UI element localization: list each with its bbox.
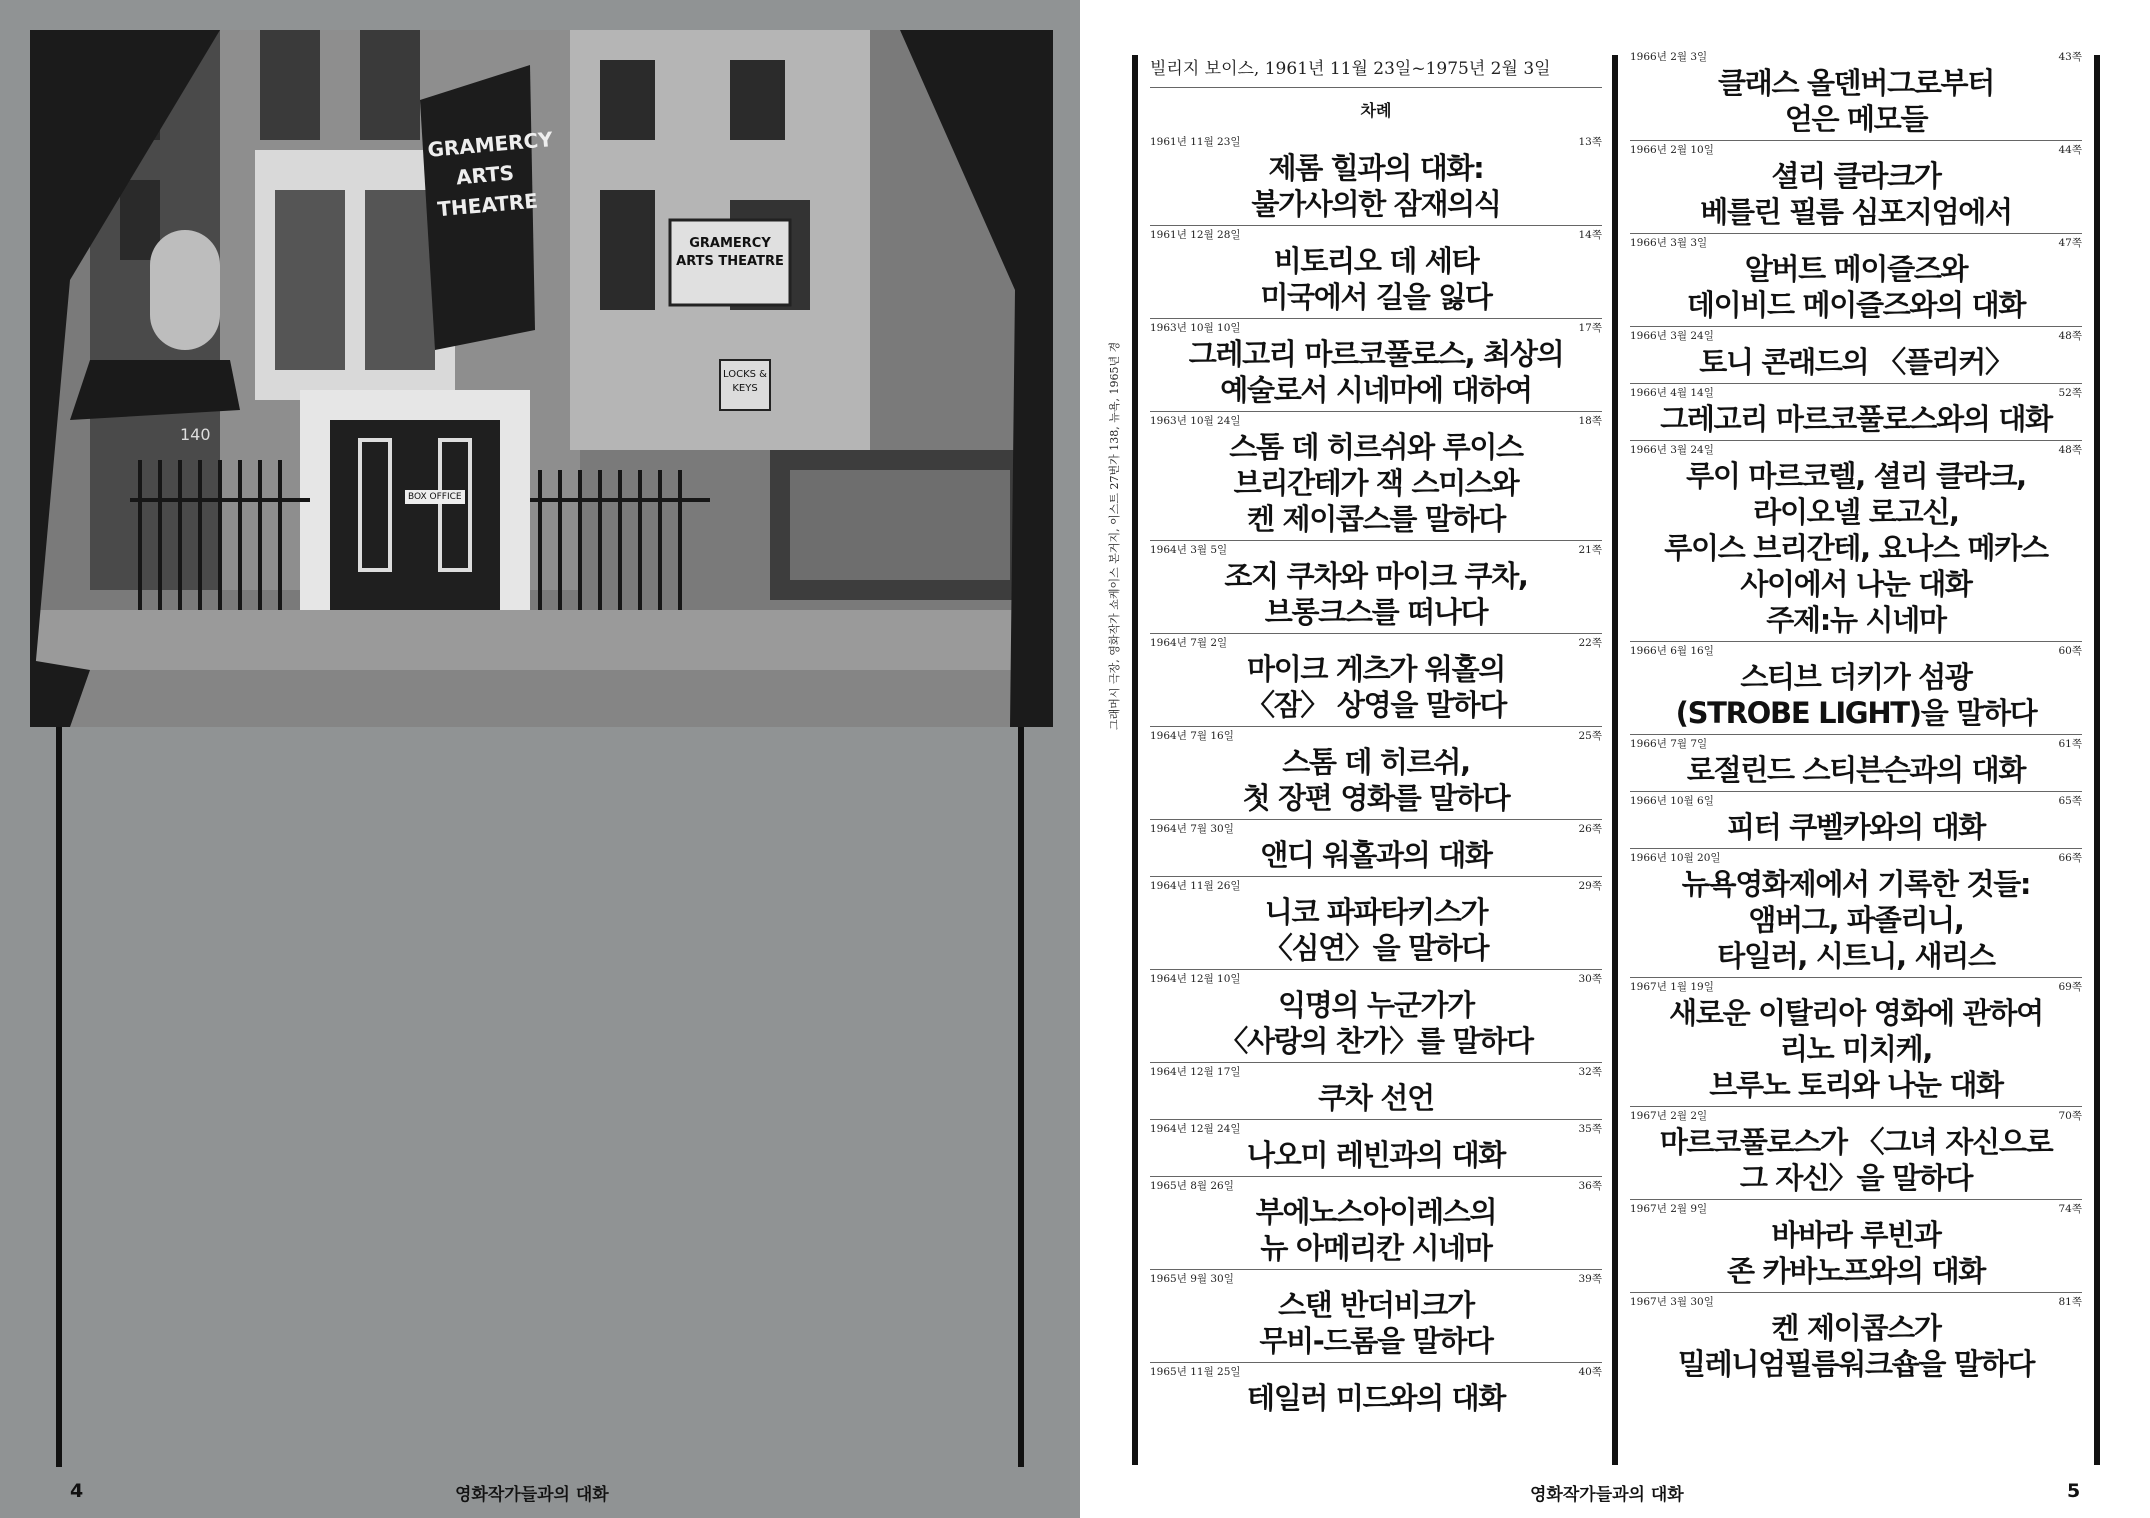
toc-entry — [1630, 792, 2082, 849]
toc-entry — [1630, 141, 2082, 234]
toc-entry — [1150, 226, 1602, 319]
toc-entry-title: 스톰 데 히르쉬와 루이스 브리간테가 잭 스미스와 켄 제이콥스를 말하다 — [1229, 430, 1523, 536]
toc-entry-title: 니코 파파타키스가 〈심연〉을 말하다 — [1263, 895, 1489, 965]
toc-entry-meta — [1150, 970, 1602, 987]
toc-entry-meta — [1150, 727, 1602, 744]
toc-entry-page: 35쪽 — [1578, 1123, 1602, 1135]
toc-entry-page: 32쪽 — [1578, 1066, 1602, 1078]
toc-entry-title: 알버트 메이즐즈와 데이비드 메이즐즈와의 대화 — [1686, 252, 2026, 322]
left-vertical-rule-1 — [56, 727, 62, 1467]
toc-entry-page: 65쪽 — [2058, 795, 2082, 807]
toc-entry-title: 익명의 누군가가 〈사랑의 찬가〉를 말하다 — [1219, 988, 1533, 1058]
toc-entry-date: 1966년 7월 7일 — [1630, 738, 1708, 750]
toc-entry — [1150, 1177, 1602, 1270]
photo-caption-text: 그래머시 극장, 영화작가 쇼케이스 본거지, 이스트 27번가 138, 뉴욕, 1965년 경 — [1108, 341, 1121, 730]
gramercy-theatre-photo — [30, 30, 1053, 727]
toc-entry — [1630, 384, 2082, 441]
toc-entry-date: 1967년 2월 9일 — [1630, 1203, 1708, 1215]
toc-entry — [1630, 1293, 2082, 1385]
toc-entry-date: 1964년 7월 16일 — [1150, 730, 1234, 742]
toc-entry-meta — [1630, 849, 2082, 866]
toc-entry — [1630, 1200, 2082, 1293]
toc-entry-meta — [1630, 1107, 2082, 1124]
toc-entry-page: 39쪽 — [1578, 1273, 1602, 1285]
toc-entry-date: 1966년 3월 24일 — [1630, 444, 1714, 456]
toc-entry-title: 클래스 올덴버그로부터 얻은 메모들 — [1718, 66, 1994, 136]
toc-entry-page: 40쪽 — [1578, 1366, 1602, 1378]
toc-entry-date: 1966년 2월 10일 — [1630, 144, 1714, 156]
toc-entry-meta — [1630, 978, 2082, 995]
toc-entry-title: 새로운 이탈리아 영화에 관하여 리노 미치케, 브루노 토리와 나눈 대화 — [1669, 996, 2043, 1102]
toc-entry-date: 1965년 11월 25일 — [1150, 1366, 1241, 1378]
toc-entry-page: 60쪽 — [2058, 645, 2082, 657]
toc-entry-meta — [1150, 319, 1602, 336]
toc-entry-page: 18쪽 — [1578, 415, 1602, 427]
toc-entry-page: 52쪽 — [2058, 387, 2082, 399]
address-number: 140 — [180, 425, 211, 444]
page-number-left: 4 — [70, 1480, 84, 1502]
page-number-right: 5 — [2067, 1480, 2081, 1502]
toc-entry-date: 1967년 3월 30일 — [1630, 1296, 1714, 1308]
toc-entry-date: 1961년 12월 28일 — [1150, 229, 1241, 241]
right-vertical-rule-3 — [2094, 55, 2100, 1465]
running-title-left: 영화작가들과의 대화 — [455, 1485, 609, 1505]
toc-entry-meta — [1630, 327, 2082, 344]
book-header: 빌리지 보이스, 1961년 11월 23일~1975년 2월 3일 — [1150, 48, 1602, 88]
toc-entry — [1630, 327, 2082, 384]
toc-entry-meta — [1630, 441, 2082, 458]
right-vertical-rule-2 — [1612, 55, 1618, 1465]
toc-entry-page: 48쪽 — [2058, 444, 2082, 456]
toc-entry-page: 29쪽 — [1578, 880, 1602, 892]
toc-entry — [1150, 1363, 1602, 1419]
toc-entry-meta — [1630, 1293, 2082, 1310]
toc-entry-page: 48쪽 — [2058, 330, 2082, 342]
toc-entry-date: 1966년 10월 20일 — [1630, 852, 1721, 864]
toc-entry-page: 26쪽 — [1578, 823, 1602, 835]
toc-entry-meta — [1630, 234, 2082, 251]
toc-entry-date: 1964년 12월 17일 — [1150, 1066, 1241, 1078]
toc-entry-date: 1963년 10월 10일 — [1150, 322, 1241, 334]
toc-entry — [1150, 412, 1602, 541]
toc-entry-title: 조지 쿠차와 마이크 쿠차, 브롱크스를 떠나다 — [1224, 559, 1528, 629]
toc-entry-title: 마이크 게츠가 워홀의 〈잠〉 상영을 말하다 — [1246, 652, 1506, 722]
toc-entry-meta — [1150, 1063, 1602, 1080]
toc-entry-title: 그레고리 마르코풀로스와의 대화 — [1660, 402, 2052, 436]
toc-entry-page: 30쪽 — [1578, 973, 1602, 985]
toc-entry-title: 나오미 레빈과의 대화 — [1246, 1138, 1506, 1172]
toc-entry-title: 바바라 루빈과 존 카바노프와의 대화 — [1726, 1218, 1986, 1288]
toc-entry-title: 마르코풀로스가 〈그녀 자신으로 그 자신〉을 말하다 — [1659, 1125, 2053, 1195]
toc-entry-date: 1965년 8월 26일 — [1150, 1180, 1234, 1192]
toc-entry — [1150, 634, 1602, 727]
toc-entry-title: 켄 제이콥스가 밀레니엄필름워크숍을 말하다 — [1677, 1311, 2035, 1381]
toc-entry-title: 셜리 클라크가 베를린 필름 심포지엄에서 — [1700, 159, 2012, 229]
toc-list-right — [1630, 48, 2082, 1385]
toc-entry — [1630, 642, 2082, 735]
toc-entry-title: 스탠 반더비크가 무비-드롬을 말하다 — [1259, 1288, 1493, 1358]
toc-entry-page: 43쪽 — [2058, 51, 2082, 63]
toc-entry-title: 제롬 힐과의 대화: 불가사의한 잠재의식 — [1251, 151, 1501, 221]
toc-entry-meta — [1630, 642, 2082, 659]
toc-entry-meta — [1630, 1200, 2082, 1217]
toc-entry-meta — [1150, 877, 1602, 894]
toc-entry-date: 1964년 3월 5일 — [1150, 544, 1228, 556]
toc-entry — [1150, 1063, 1602, 1120]
toc-entry-meta — [1150, 1270, 1602, 1287]
toc-entry-meta — [1150, 1120, 1602, 1137]
toc-list-left — [1150, 133, 1602, 1419]
toc-entry-title: 비토리오 데 세타 미국에서 길을 잃다 — [1260, 244, 1492, 314]
toc-entry — [1150, 133, 1602, 226]
toc-entry-meta — [1150, 820, 1602, 837]
toc-entry-page: 61쪽 — [2058, 738, 2082, 750]
running-title-right: 영화작가들과의 대화 — [1530, 1485, 1684, 1505]
toc-entry-title: 로절린드 스티븐슨과의 대화 — [1686, 753, 2026, 787]
toc-entry — [1150, 727, 1602, 820]
toc-entry-date: 1966년 4월 14일 — [1630, 387, 1714, 399]
toc-entry-meta — [1630, 384, 2082, 401]
toc-entry-meta — [1150, 634, 1602, 651]
toc-heading: 차례 — [1360, 101, 1392, 120]
toc-entry-page: 81쪽 — [2058, 1296, 2082, 1308]
right-page — [1080, 0, 2150, 1518]
toc-entry-meta — [1150, 226, 1602, 243]
toc-entry-meta — [1150, 1177, 1602, 1194]
toc-entry-meta — [1630, 141, 2082, 158]
toc-entry-page: 14쪽 — [1578, 229, 1602, 241]
toc-entry — [1630, 1107, 2082, 1200]
toc-entry-title: 뉴욕영화제에서 기록한 것들: 앰버그, 파졸리니, 타일러, 시트니, 새리스 — [1681, 867, 2031, 973]
toc-entry-date: 1966년 6월 16일 — [1630, 645, 1714, 657]
box-office-sign: BOX OFFICE — [405, 490, 465, 504]
toc-entry — [1630, 234, 2082, 327]
toc-entry-page: 25쪽 — [1578, 730, 1602, 742]
toc-entry-page: 70쪽 — [2058, 1110, 2082, 1122]
toc-entry-title: 루이 마르코렐, 셜리 클라크, 라이오넬 로고신, 루이스 브리간테, 요나스 메카스 사이에서 나눈 대화 주제:뉴 시네마 — [1664, 459, 2048, 637]
toc-entry-title: 테일러 미드와의 대화 — [1246, 1381, 1506, 1415]
toc-entry-page: 47쪽 — [2058, 237, 2082, 249]
toc-entry — [1150, 877, 1602, 970]
toc-entry-meta — [1150, 1363, 1602, 1380]
toc-entry-date: 1966년 10월 6일 — [1630, 795, 1714, 807]
toc-entry-date: 1966년 2월 3일 — [1630, 51, 1708, 63]
toc-entry-title: 토니 콘래드의 〈플리커〉 — [1699, 345, 2013, 379]
toc-entry — [1150, 820, 1602, 877]
right-vertical-rule-1 — [1132, 55, 1138, 1465]
toc-entry — [1150, 319, 1602, 412]
toc-entry-title: 피터 쿠벨카와의 대화 — [1726, 810, 1986, 844]
toc-entry-page: 74쪽 — [2058, 1203, 2082, 1215]
toc-entry-page: 66쪽 — [2058, 852, 2082, 864]
locks-keys-sign: LOCKS & KEYS — [723, 369, 767, 394]
toc-entry-date: 1967년 1월 19일 — [1630, 981, 1714, 993]
toc-entry-date: 1967년 2월 2일 — [1630, 1110, 1708, 1122]
toc-entry-date: 1966년 3월 24일 — [1630, 330, 1714, 342]
toc-column-left — [1150, 48, 1602, 1419]
toc-entry-date: 1964년 7월 30일 — [1150, 823, 1234, 835]
banner-sign-text: GRAMERCY ARTS THEATRE — [426, 127, 554, 222]
toc-entry-page: 36쪽 — [1578, 1180, 1602, 1192]
toc-entry-date: 1964년 12월 24일 — [1150, 1123, 1241, 1135]
toc-entry — [1630, 849, 2082, 978]
toc-entry-title: 쿠차 선언 — [1318, 1081, 1434, 1115]
toc-entry — [1150, 970, 1602, 1063]
toc-entry-date: 1961년 11월 23일 — [1150, 136, 1241, 148]
toc-entry-title: 스티브 더키가 섬광 (STROBE LIGHT)을 말하다 — [1675, 660, 2037, 730]
toc-entry-meta — [1630, 735, 2082, 752]
toc-entry — [1630, 441, 2082, 642]
toc-entry-title: 부에노스아이레스의 뉴 아메리칸 시네마 — [1255, 1195, 1497, 1265]
toc-entry-meta — [1150, 541, 1602, 558]
toc-entry-meta — [1630, 792, 2082, 809]
toc-entry — [1150, 1120, 1602, 1177]
left-vertical-rule-2 — [1018, 727, 1024, 1467]
toc-entry-date: 1963년 10월 24일 — [1150, 415, 1241, 427]
toc-entry-title: 그레고리 마르코풀로스, 최상의 예술로서 시네마에 대하여 — [1188, 337, 1564, 407]
toc-entry-meta — [1150, 133, 1602, 150]
toc-entry — [1150, 541, 1602, 634]
toc-entry-date: 1964년 12월 10일 — [1150, 973, 1241, 985]
toc-entry-date: 1964년 7월 2일 — [1150, 637, 1228, 649]
toc-entry — [1630, 978, 2082, 1107]
toc-entry — [1630, 735, 2082, 792]
toc-entry-page: 17쪽 — [1578, 322, 1602, 334]
toc-entry-page: 44쪽 — [2058, 144, 2082, 156]
toc-entry-meta — [1630, 48, 2082, 65]
toc-entry-page: 22쪽 — [1578, 637, 1602, 649]
toc-column-right — [1630, 48, 2082, 1385]
toc-entry — [1150, 1270, 1602, 1363]
marquee-sign-text: GRAMERCY ARTS THEATRE — [676, 236, 784, 269]
toc-entry-page: 13쪽 — [1578, 136, 1602, 148]
toc-entry-date: 1964년 11월 26일 — [1150, 880, 1241, 892]
toc-entry-meta — [1150, 412, 1602, 429]
toc-entry-title: 앤디 워홀과의 대화 — [1260, 838, 1492, 872]
toc-entry — [1630, 48, 2082, 141]
photo-caption — [1084, 300, 1121, 730]
toc-entry-title: 스톰 데 히르쉬, 첫 장편 영화를 말하다 — [1242, 745, 1510, 815]
toc-entry-page: 69쪽 — [2058, 981, 2082, 993]
toc-entry-date: 1966년 3월 3일 — [1630, 237, 1708, 249]
toc-entry-page: 21쪽 — [1578, 544, 1602, 556]
toc-entry-date: 1965년 9월 30일 — [1150, 1273, 1234, 1285]
